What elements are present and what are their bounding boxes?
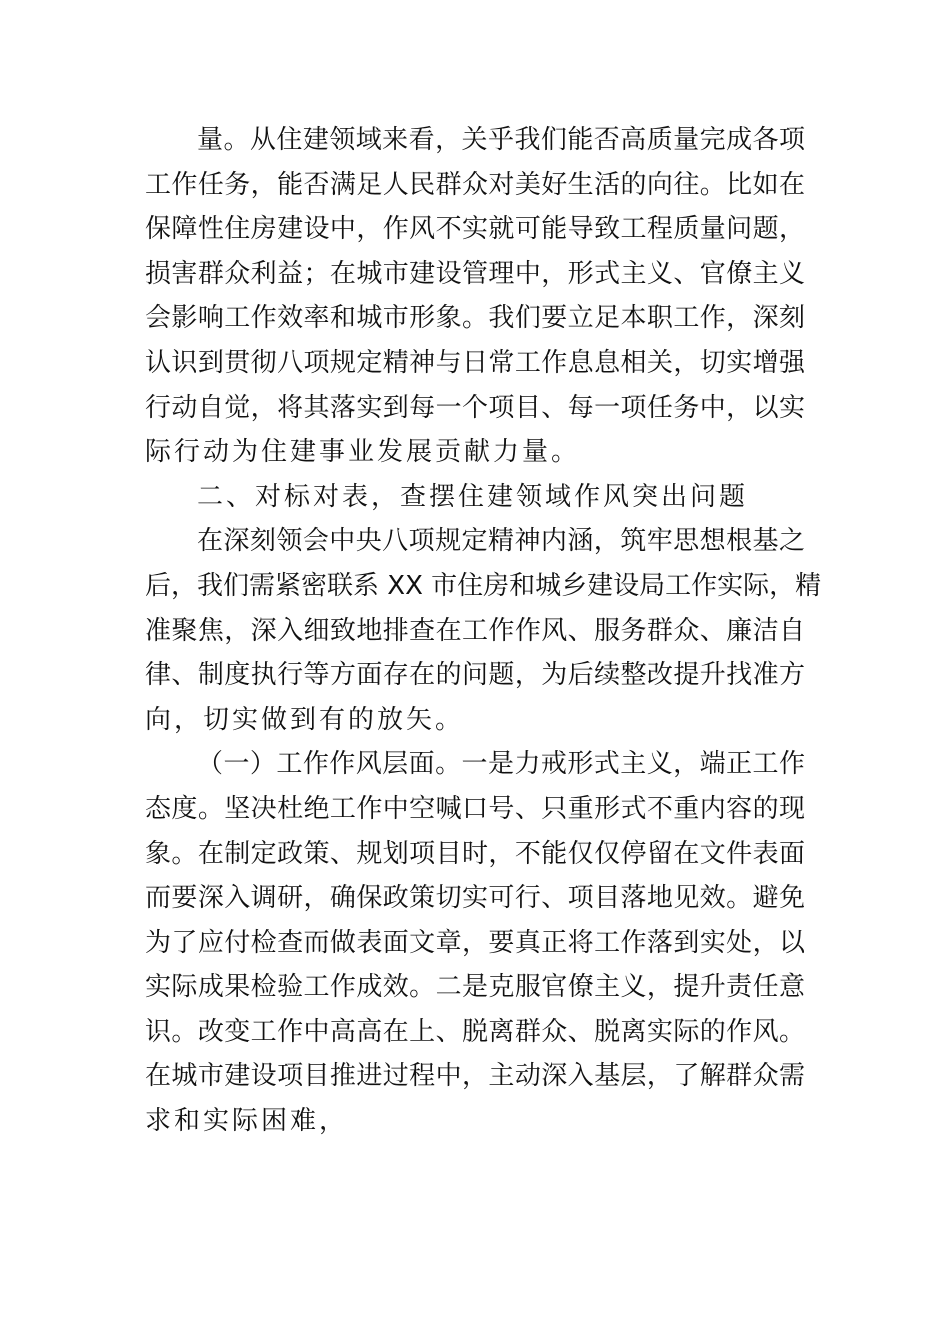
text-line: 律、制度执行等方面存在的问题，为后续整改提升找准方 — [145, 660, 805, 691]
text-line: 行动自觉，将其落实到每一个项目、每一项任务中，以实 — [145, 392, 805, 423]
text-line: 为了应付检查而做表面文章，要真正将工作落到实处，以 — [145, 927, 805, 958]
text-line: 会影响工作效率和城市形象。我们要立足本职工作，深刻 — [145, 303, 805, 334]
paragraph — [145, 118, 805, 475]
text-line: 工作任务，能否满足人民群众对美好生活的向往。比如在 — [145, 169, 805, 200]
text-line: 准聚焦，深入细致地排查在工作作风、服务群众、廉洁自 — [145, 615, 805, 646]
text-line: 态度。坚决杜绝工作中空喊口号、只重形式不重内容的现 — [145, 793, 805, 824]
section-heading — [145, 475, 805, 520]
text-line: 认识到贯彻八项规定精神与日常工作息息相关，切实增强 — [145, 347, 805, 378]
document-body — [145, 118, 822, 1144]
text-line: 而要深入调研，确保政策切实可行、项目落地见效。避免 — [145, 883, 805, 914]
text-line: 际行动为住建事业发展贡献力量。 — [145, 437, 581, 468]
text-line: 象。在制定政策、规划项目时，不能仅仅停留在文件表面 — [145, 838, 805, 869]
text-line: 损害群众利益；在城市建设管理中，形式主义、官僚主义 — [145, 258, 805, 289]
text-line: 向，切实做到有的放矢。 — [145, 704, 465, 735]
text-line: 保障性住房建设中，作风不实就可能导致工程质量问题， — [145, 214, 805, 245]
paragraph — [145, 519, 822, 742]
text-line: 实际成果检验工作成效。二是克服官僚主义，提升责任意 — [145, 972, 805, 1003]
text-line: 求和实际困难， — [145, 1106, 349, 1137]
text-line: 在城市建设项目推进过程中，主动深入基层，了解群众需 — [145, 1061, 805, 1092]
text-line: （一）工作作风层面。一是力戒形式主义，端正工作 — [197, 749, 805, 780]
text-line: 识。改变工作中高高在上、脱离群众、脱离实际的作风。 — [145, 1016, 805, 1047]
paragraph — [145, 742, 805, 1143]
text-line: 后，我们需紧密联系 XX 市住房和城乡建设局工作实际，精 — [145, 570, 822, 601]
heading-line: 二、对标对表，查摆住建领域作风突出问题 — [197, 481, 749, 512]
text-line: 在深刻领会中央八项规定精神内涵，筑牢思想根基之 — [197, 526, 805, 557]
text-line: 量。从住建领域来看，关乎我们能否高质量完成各项 — [197, 125, 805, 155]
